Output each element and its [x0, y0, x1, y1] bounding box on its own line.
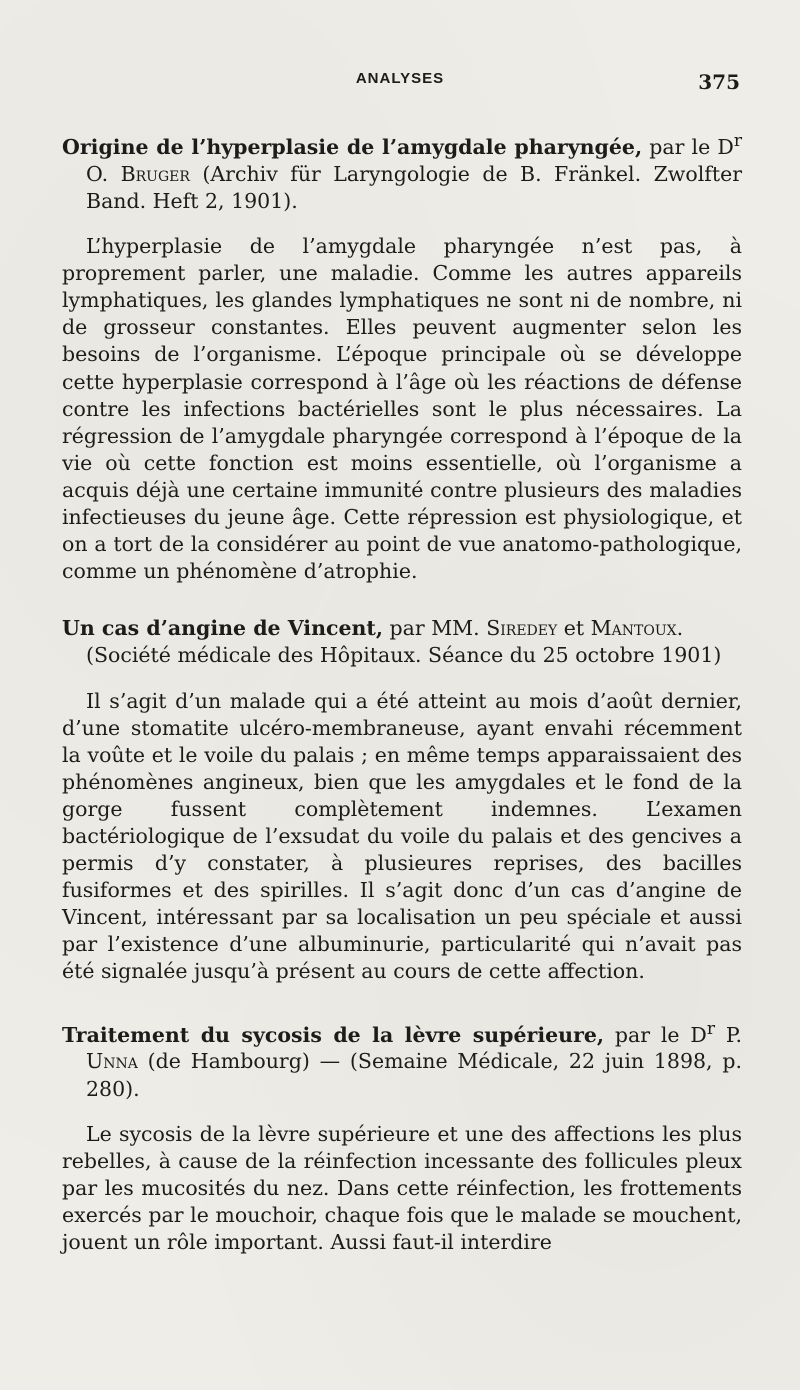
article-angine-vincent [62, 615, 742, 985]
article-title-block [62, 615, 742, 642]
page-number: 375 [698, 70, 740, 94]
author-name-2: Mantoux [590, 616, 677, 641]
article-source: (Archiv für Laryngologie de B. Fränkel. Zwolfter Band. Heft 2, 1901). [86, 161, 743, 214]
page-header [60, 70, 740, 100]
page-content [62, 128, 742, 1256]
byline-prefix: par le D [604, 1022, 707, 1047]
article-source: (Société médicale des Hôpitaux. Séance du 25 octobre 1901) [86, 643, 722, 668]
article-body: Le sycosis de la lèvre supérieure et une des affections les plus rebelles, à cause de la réinfection incessante des follicules pleux par les mucosités du nez. Dans cette réinfection, les frottements exercés par le mouchoir, chaque fois que le malade se mouchent, jouent un rôle important. Aussi faut-il interdire [62, 1121, 742, 1255]
doctor-superscript: r [706, 1018, 715, 1039]
article-body: L’hyperplasie de l’amygdale pharyngée n’est pas, à proprement parler, une maladie. Comme les autres appareils lymphatiques, les glandes lymphatiques ne sont ni de nombre, ni de grosseur constantes. Elles peuvent augmenter selon les besoins de l’organisme. L’époque principale où se développe cette hyperplasie correspond à l’âge où les réactions de défense contre les infections bactérielles sont le plus nécessaires. La régression de l’amygdale pharyngée correspond à l’époque de la vie où cette fonction est moins essentielle, où l’organisme a acquis déjà une certaine immunité contre plusieurs des maladies infectieuses du jeune âge. Cette répression est physiologique, et on a tort de la considérer au point de vue anatomo-pathologique, comme un phénomène d’atrophie. [62, 234, 742, 584]
article-hyperplasie [62, 128, 742, 585]
doctor-superscript: r [733, 131, 742, 151]
byline-prefix: par le D [642, 134, 734, 159]
article-sycosis [62, 1016, 742, 1257]
author-initial: O. [86, 161, 121, 186]
author-name: Unna [86, 1049, 138, 1074]
title-end-period: . [676, 616, 684, 641]
article-source: (de Hambourg) — (Semaine Médicale, 22 juin 1898, p. 280). [86, 1049, 742, 1101]
byline-prefix: par MM. [383, 616, 487, 641]
author-conjunction: et [557, 616, 591, 641]
article-body: Il s’agit d’un malade qui a été atteint au mois d’août dernier, d’une stomatite ulcéro-membraneuse, ayant envahi récemment la voûte et le voile du palais ; en même temps apparaissaient des phénomènes angineux, bien que les amygdales et le fond de la gorge fussent complètement indemnes. L’examen bactériologique de l’exsudat du voile du palais et des gencives a permis d’y constater, à plusieures reprises, des bacilles fusiformes et des spirilles. Il s’agit donc d’un cas d’angine de Vincent, intéressant par sa localisation un peu spéciale et aussi par l’existence d’une albuminurie, particularité qui n’avait pas été signalée jusqu’à présent au cours de cette affection. [62, 688, 742, 984]
article-title: Origine de l’hyperplasie de l’amygdale pharyngée, [62, 134, 643, 159]
article-title: Traitement du sycosis de la lèvre supérieure, [62, 1022, 605, 1047]
author-name: Bruger [120, 161, 190, 186]
article-title-block [62, 128, 742, 215]
article-title: Un cas d’angine de Vincent, [62, 616, 384, 641]
running-title: ANALYSES [355, 70, 445, 87]
article-title-block [62, 1016, 742, 1103]
author-initial: P. [715, 1022, 742, 1047]
author-name-1: Siredey [486, 616, 558, 641]
